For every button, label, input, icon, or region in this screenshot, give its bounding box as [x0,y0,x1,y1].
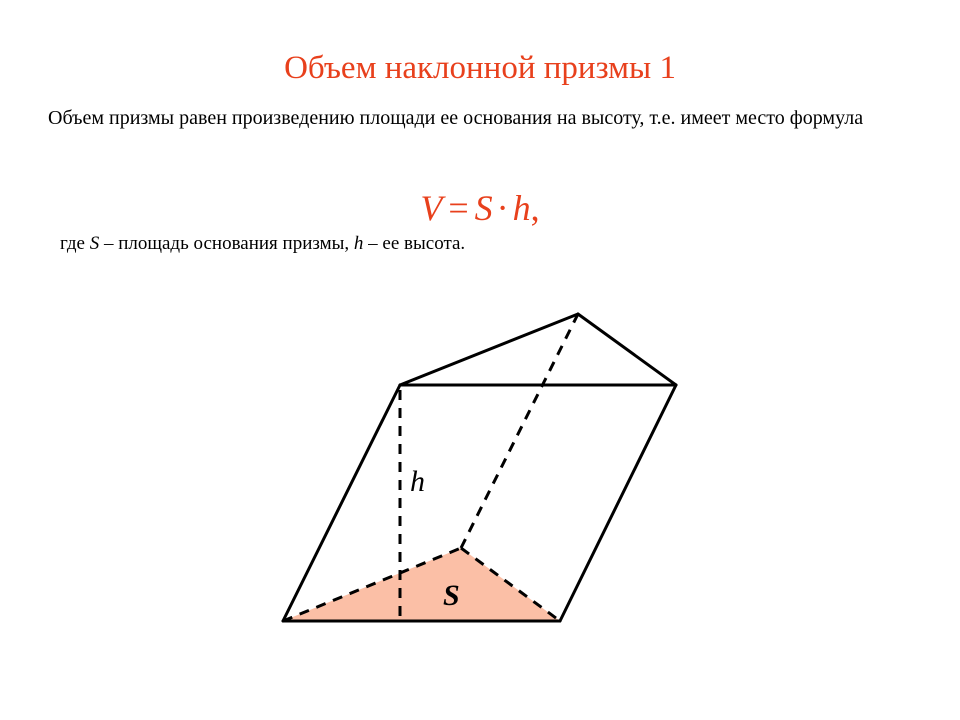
base-area [283,548,560,621]
formula-s: S [474,188,493,228]
where-prefix: где [60,233,90,254]
where-h-meaning: – ее высота. [363,233,466,254]
base-label: S [443,579,460,612]
formula-v: V [420,188,443,228]
edge-top-right [578,314,676,385]
formula-h: h [512,188,531,228]
formula-comma: , [530,188,540,228]
height-label: h [410,465,425,498]
formula-equals: = [448,188,469,228]
where-s-symbol: S [89,233,100,254]
edge-top-left [400,314,578,385]
slide-title: Объем наклонной призмы 1 [284,50,676,86]
where-h-symbol: h [353,233,364,254]
edge-lateral-right [560,385,676,621]
edge-lateral-back [461,314,578,548]
formula-dot: · [496,188,509,228]
intro-text: Объем призмы равен произведению площади ее основания на высоту, т.е. имеет место формула [48,107,864,129]
where-s-meaning: – площадь основания призмы, [99,233,354,254]
